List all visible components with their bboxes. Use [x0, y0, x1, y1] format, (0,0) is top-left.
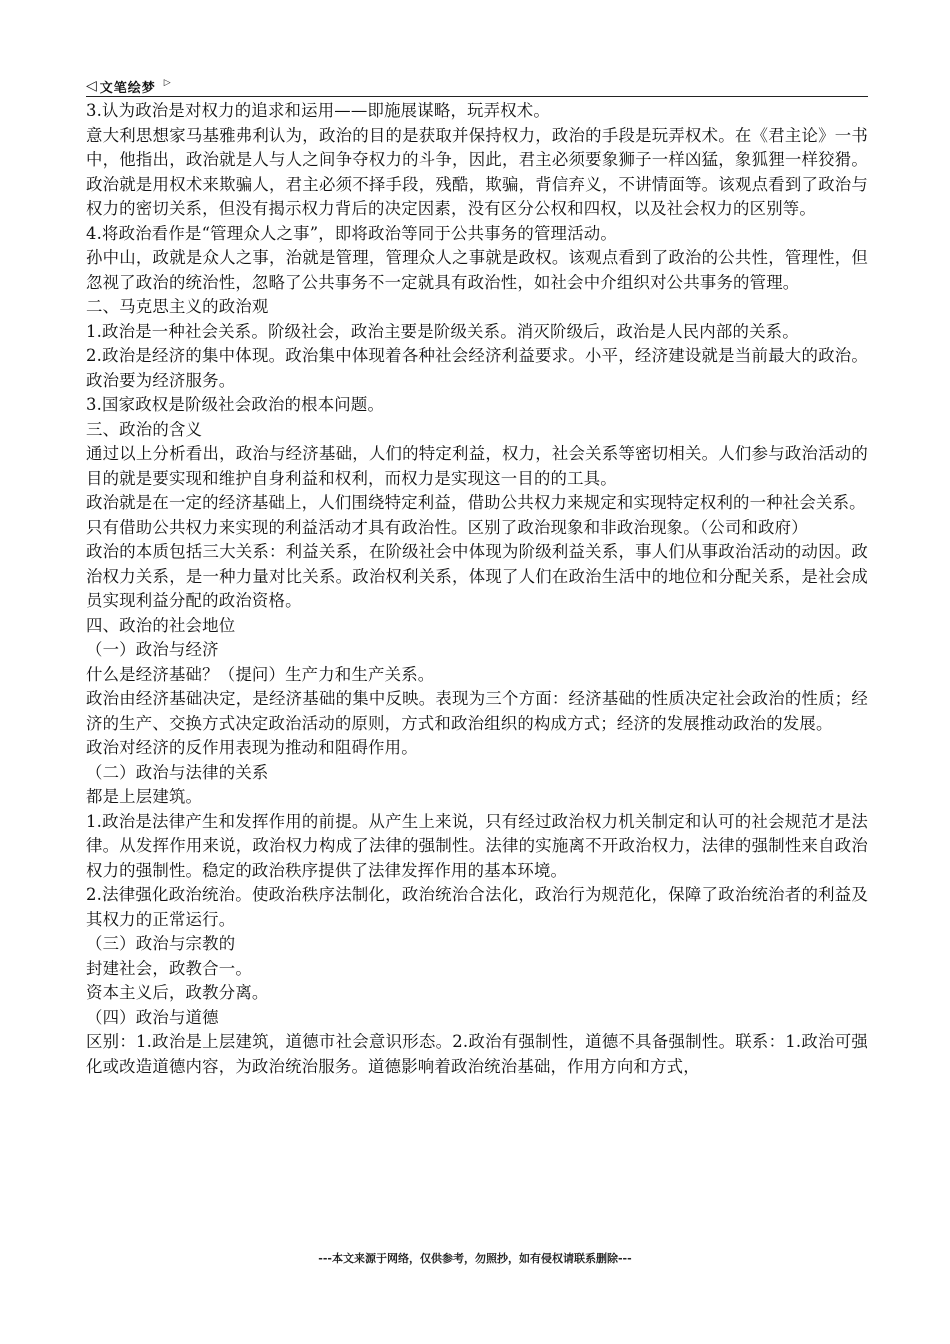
paragraph: 3.国家政权是阶级社会政治的根本问题。 — [86, 395, 385, 414]
section-heading: 三、政治的含义 — [86, 419, 203, 439]
triangle-right-icon: ▷ — [163, 78, 171, 88]
paragraph: 4.将政治看作是“管理众人之事”，即将政治等同于公共事务的管理活动。 — [86, 223, 617, 243]
paragraph: 2.政治是经济的集中体现。政治集中体现着各种社会经济利益要求。小平，经济建设就是当前最大的政治。政治要为经济服务。 — [86, 346, 868, 390]
paragraph: 什么是经济基础？（提问）生产力和生产关系。 — [86, 664, 435, 684]
section-heading: 四、政治的社会地位 — [86, 615, 236, 635]
paragraph: 孙中山，政就是众人之事，治就是管理，管理众人之事就是政权。该观点看到了政治的公共性，管理性，但忽视了政治的统治性，忽略了公共事务不一定就具有政治性，如社会中介组织对公共事务的管理。 — [86, 248, 868, 292]
paragraph: 区别：1.政治是上层建筑，道德市社会意识形态。2.政治有强制性，道德不具备强制性。联系：1.政治可强化或改造道德内容，为政治统治服务。道德影响着政治统治基础，作用方向和方式， — [86, 1032, 868, 1076]
paragraph: 1.政治是一种社会关系。阶级社会，政治主要是阶级关系。消灭阶级后，政治是人民内部的关系。 — [86, 321, 799, 341]
subsection-heading: （三）政治与宗教的 — [86, 934, 236, 953]
subsection-heading: （一）政治与经济 — [86, 640, 219, 659]
subsection-heading: （二）政治与法律的关系 — [86, 762, 269, 782]
paragraph: 政治就是在一定的经济基础上，人们围绕特定利益，借助公共权力来规定和实现特定权利的一种社会关系。 — [86, 493, 866, 512]
section-heading: 二、马克思主义的政治观 — [86, 297, 269, 316]
paragraph: 政治对经济的反作用表现为推动和阻碍作用。 — [86, 738, 418, 757]
paragraph: 政治的本质包括三大关系：利益关系，在阶级社会中体现为阶级利益关系，事人们从事政治活动的动因。政治权力关系，是一种力量对比关系。政治权利关系，体现了人们在政治生活中的地位和分配关系，是社会成员实现利益分配的政治资格。 — [86, 542, 868, 610]
paragraph: 2.法律强化政治统治。使政治秩序法制化，政治统治合法化，政治行为规范化，保障了政治统治者的利益及其权力的正常运行。 — [86, 885, 868, 929]
subsection-heading: （四）政治与道德 — [86, 1007, 219, 1027]
document-body — [86, 99, 868, 1079]
paragraph: 通过以上分析看出，政治与经济基础，人们的特定利益，权力，社会关系等密切相关。人们参与政治活动的目的就是要实现和维护自身利益和权利，而权力是实现这一目的的工具。 — [86, 444, 868, 488]
header-brand: 文笔绘梦 — [99, 80, 156, 96]
triangle-left-icon: ◁ — [86, 78, 97, 94]
paragraph: 3.认为政治是对权力的追求和运用——即施展谋略，玩弄权术。 — [86, 101, 550, 120]
paragraph: 意大利思想家马基雅弗利认为，政治的目的是获取并保持权力，政治的手段是玩弄权术。在《君主论》一书中，他指出，政治就是人与人之间争夺权力的斗争，因此，君主必须要象狮子一样凶猛，象狐狸一样狡猾。政治就是用权术来欺骗人，君主必须不择手段，残酷，欺骗，背信弃义，不讲情面等。该观点看到了政治与权力的密切关系，但没有揭示权力背后的决定因素，没有区分公权和四权，以及社会权力的区别等。 — [86, 125, 868, 218]
paragraph: 只有借助公共权力来实现的利益活动才具有政治性。区别了政治现象和非政治现象。（公司和政府） — [86, 517, 808, 537]
page-header — [86, 76, 868, 97]
paragraph: 封建社会，政教合一。 — [86, 958, 252, 978]
page-footer: ---本文来源于网络，仅供参考，勿照抄，如有侵权请联系删除--- — [318, 1252, 632, 1265]
paragraph: 资本主义后，政教分离。 — [86, 983, 269, 1002]
paragraph: 都是上层建筑。 — [86, 787, 203, 806]
paragraph: 政治由经济基础决定，是经济基础的集中反映。表现为三个方面：经济基础的性质决定社会政治的性质；经济的生产、交换方式决定政治活动的原则，方式和政治组织的构成方式；经济的发展推动政治的发展。 — [86, 689, 868, 733]
paragraph: 1.政治是法律产生和发挥作用的前提。从产生上来说，只有经过政治权力机关制定和认可的社会规范才是法律。从发挥作用来说，政治权力构成了法律的强制性。法律的实施离不开政治权力，法律的强制性来自政治权力的强制性。稳定的政治秩序提供了法律发挥作用的基本环境。 — [86, 811, 868, 880]
